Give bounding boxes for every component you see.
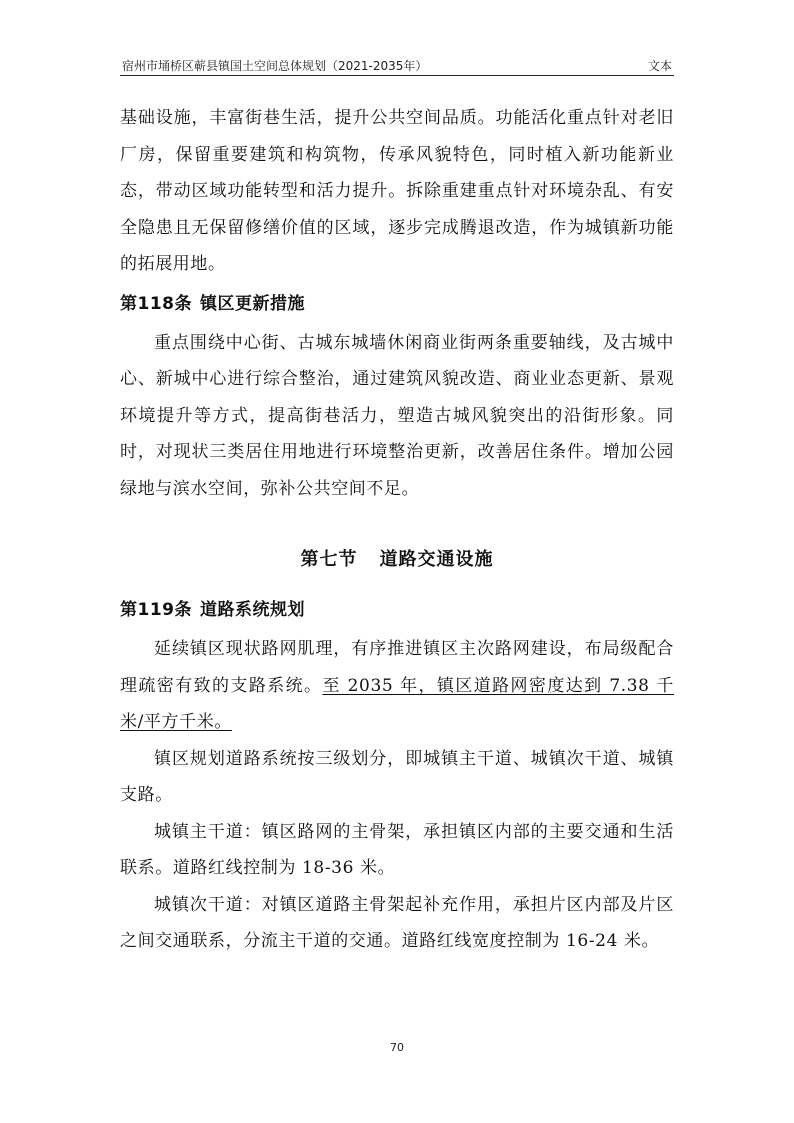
article-119-paragraph-4: 城镇次干道：对镇区道路主骨架起补充作用，承担片区内部及片区之间交通联系，分流主干道的交通。道路红线宽度控制为 16-24 米。 [120, 894, 674, 951]
article-118-title: 镇区更新措施 [200, 293, 305, 314]
page-header [120, 55, 674, 76]
article-119-heading [120, 589, 674, 631]
document-body [120, 100, 674, 960]
article-119-paragraph-3: 城镇主干道：镇区路网的主骨架，承担镇区内部的主要交通和生活联系。道路红线控制为 18-36 米。 [120, 821, 674, 878]
page-number: 70 [390, 1041, 404, 1054]
article-119-paragraph-1-text: 延续镇区现状路网肌理，有序推进镇区主次路网建设，布局级配合理疏密有致的支路系统。 [120, 639, 674, 696]
section-7-number: 第七节 [300, 549, 358, 570]
article-119-paragraph-2: 镇区规划道路系统按三级划分，即城镇主干道、城镇次干道、城镇支路。 [120, 748, 674, 805]
continuation-paragraph: 基础设施，丰富街巷生活，提升公共空间品质。功能活化重点针对老旧厂房，保留重要建筑和构筑物，传承风貌特色，同时植入新功能新业态，带动区域功能转型和活力提升。拆除重建重点针对环境杂乱、有安全隐患且无保留修缮价值的区域，逐步完成腾退改造，作为城镇新功能的拓展用地。 [120, 108, 674, 274]
header-label: 文本 [647, 59, 672, 73]
article-118-paragraph: 重点围绕中心街、古城东城墙休闲商业街两条重要轴线，及古城中心、新城中心进行综合整治，通过建筑风貌改造、商业业态更新、景观环境提升等方式，提高街巷活力，塑造古城风貌突出的沿街形象。同时，对现状三类居住用地进行环境整治更新，改善居住条件。增加公园绿地与滨水空间，弥补公共空间不足。 [120, 332, 674, 499]
article-119-number: 第119条 [120, 600, 192, 620]
article-119-paragraph-1 [120, 631, 674, 741]
article-118-number: 第118条 [120, 293, 192, 314]
road-density-target: 至 2035 年，镇区道路网密度达到 7.38 千米/平方千米。 [120, 675, 675, 732]
article-119-title: 道路系统规划 [200, 600, 305, 620]
section-7-title: 道路交通设施 [379, 549, 494, 570]
article-118-heading [120, 283, 674, 325]
document-title: 宿州市埇桥区蕲县镇国土空间总体规划（2021-2035年） [122, 59, 428, 73]
section-7-heading [120, 539, 674, 581]
section-spacer [120, 507, 674, 539]
